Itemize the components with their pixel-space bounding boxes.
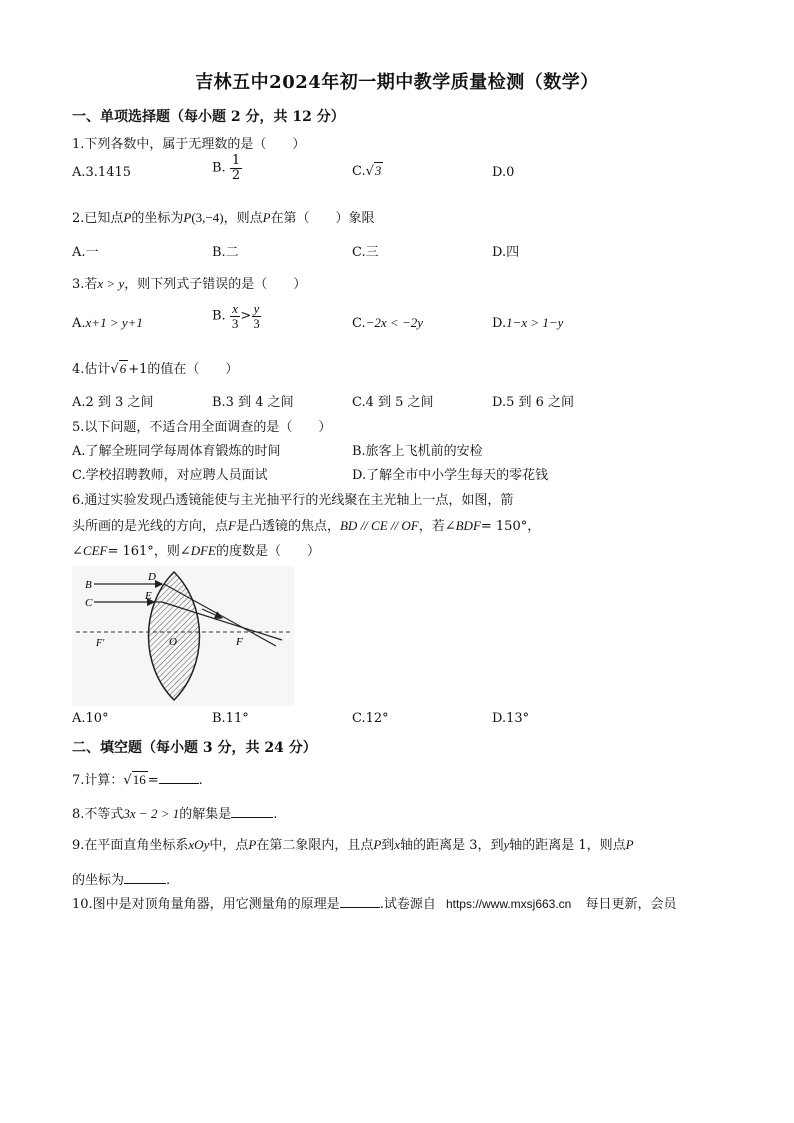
q10-stem [72,893,677,912]
q4-stem [72,358,238,377]
q6-parallel-relation: BD // CE // OF [339,518,419,533]
q8-period: . [273,807,278,822]
q3-b-fraction-right [251,302,262,330]
q9-coordinate-system: xOy [188,837,210,852]
q6-angle-dfe: DFE [190,543,216,558]
q5-option-b: B.旅客上飞机前的安检 [352,444,483,459]
q6-angle-cef: CEF [82,543,108,558]
q6-text: ，若∠ [418,519,456,534]
q3-option-c [352,315,423,331]
q9-text: 在第二象限内，且点 [256,838,374,853]
q6-option-a: A.10° [72,711,109,726]
q1-option-c [352,163,383,179]
label-o: O [169,636,177,648]
q6-text: 是凸透镜的焦点， [235,519,340,534]
q9-text: 到 [381,838,395,853]
q6-line3 [72,540,320,559]
q6-line1: 6.通过实验发现凸透镜能使与主光抽平行的光线聚在主光轴上一点，如图，箭 [72,493,514,508]
q1-option-b [212,154,242,182]
q3-b-numerator: y [253,301,260,316]
q2-point-p: P [183,210,192,225]
q5-stem: 5.以下问题，不适合用全面调查的是（ ） [72,420,332,435]
q3-condition: x > y [97,276,125,291]
q6-option-b: B.11° [212,711,249,726]
q2-stem-part: 2.已知点 [72,211,124,226]
q6-text: 的度数是（ ） [216,544,321,559]
q4-option-b: B.3 到 4 之间 [212,395,294,410]
label-c: C [85,597,93,609]
q3-b-fraction-left [230,302,241,330]
q4-option-a: A.2 到 3 之间 [72,395,154,410]
q6-option-d: D.13° [492,711,530,726]
q5-option-a: A.了解全班同学每周体育锻炼的时间 [72,444,281,459]
q4-plus-one: +1 [128,362,148,377]
q1-option-c-prefix: C. [352,164,366,179]
q9-point-p: P [625,837,634,852]
q10-tail-text: 每日更新，会员 [585,897,677,912]
q6-text: 头所画的是光线的方向，点 [72,519,229,534]
q9-period: . [166,873,171,888]
label-b: B [85,579,92,591]
convex-lens-figure [72,566,294,706]
q3-option-c-prefix: C. [352,316,366,331]
q5-option-d: D.了解全市中小学生每天的零花钱 [352,468,549,483]
q4-option-d: D.5 到 6 之间 [492,395,575,410]
q7-stem [72,769,203,788]
q9-text: 中，点 [209,838,249,853]
q6-angle-value: = 161° [107,544,154,559]
q8-text: 的解集是 [179,807,232,822]
q2-stem [72,207,375,226]
label-d: D [148,571,156,583]
q6-text: ， [527,519,541,534]
q3-option-d-prefix: D. [492,316,507,331]
q1-c-sqrt: √3 [365,163,382,179]
q9-point-p: P [248,837,257,852]
q4-option-c: C.4 到 5 之间 [352,395,434,410]
q4-stem-part: 4.估计 [72,362,111,377]
q7-radicand: 16 [132,772,146,787]
q2-coordinate: (3,−4) [191,210,224,225]
q1-c-radicand: 3 [374,163,382,178]
section-heading-choice: 一、单项选择题（每小题 2 分，共 12 分） [72,109,345,125]
q5-option-c: C.学校招聘教师，对应聘人员面试 [72,468,268,483]
q3-b-numerator: x [232,301,238,316]
q7-sqrt: √16 [123,772,146,788]
q3-b-denominator: 3 [231,315,239,331]
q7-period: . [198,773,203,788]
q10-text: 10.图中是对顶角量角器，用它测量角的原理是 [72,897,340,912]
q3-option-a [72,315,143,331]
q6-option-c: C.12° [352,711,389,726]
q1-b-numerator: 1 [231,153,241,168]
q2-stem-part: 的坐标为 [131,211,184,226]
q3-b-denominator: 3 [253,315,260,331]
q2-option-d: D.四 [492,245,520,260]
q7-text: 7.计算： [72,773,124,788]
q6-angle-value: = 150° [480,519,528,534]
label-f: F [236,636,243,648]
q1-stem: 1.下列各数中，属于无理数的是（ ） [72,137,306,152]
q1-option-b-prefix: B. [212,160,226,176]
q8-stem [72,803,277,822]
q2-stem-part: ，则点 [223,211,263,226]
q8-inequality: 3x − 2 > 1 [123,806,180,821]
q3-option-d-expr: 1−x > 1−y [506,315,564,330]
q6-text: ∠ [72,544,83,559]
q3-option-a-prefix: A. [72,316,86,331]
q6-line2 [72,515,540,534]
q9-y-axis: y [503,837,510,852]
q3-option-c-expr: −2x < −2y [365,315,423,330]
q9-x-axis: x [394,837,401,852]
q3-b-operator: > [240,308,252,324]
q3-stem-part: 3.若 [72,277,98,292]
label-f-prime: F' [96,638,105,649]
q9-text: 9.在平面直角坐标系 [72,838,189,853]
q9-point-p: P [373,837,382,852]
section-heading-fill: 二、填空题（每小题 3 分，共 24 分） [72,740,317,756]
q9-text: 的坐标为 [72,873,125,888]
q7-answer-blank[interactable] [159,783,199,784]
q4-stem-part: 的值在（ ） [147,362,239,377]
q10-text: .试卷源自 [379,897,436,912]
q3-option-b-prefix: B. [212,308,226,324]
q6-point-f: F [228,518,236,533]
q1-option-b-fraction [230,154,242,182]
q2-point-p: P [123,210,132,225]
q9-line2 [72,869,170,888]
q3-option-d [492,315,563,331]
q1-option-d: D.0 [492,165,515,180]
q9-line1 [72,834,634,853]
q9-answer-blank[interactable] [124,883,166,884]
q6-text: ，则∠ [153,544,191,559]
q2-stem-part: 在第（ ）象限 [270,211,375,226]
q3-stem [72,273,306,292]
q1-b-denominator: 2 [231,167,241,183]
q6-angle-bdf: BDF [455,518,481,533]
source-website-link[interactable]: https://www.mxsj663.cn [445,897,572,911]
q2-point-p: P [262,210,271,225]
q4-radicand: 6 [119,361,127,376]
q1-option-a: A.3.1415 [72,165,132,180]
q2-option-a: A.一 [72,245,99,260]
q3-option-a-expr: x+1 > y+1 [85,315,143,330]
q4-sqrt: √6 [110,361,127,377]
q2-option-b: B.二 [212,245,239,260]
page-title: 吉林五中2024年初一期中教学质量检测（数学） [195,72,599,93]
q2-option-c: C.三 [352,245,379,260]
q8-answer-blank[interactable] [231,817,273,818]
label-e: E [145,590,152,602]
q3-stem-part: ，则下列式子错误的是（ ） [124,277,307,292]
q7-equals: = [147,773,159,788]
q9-text: 轴的距离是 3，到 [400,838,504,853]
q8-text: 8.不等式 [72,807,124,822]
q3-option-b [212,302,262,330]
q10-answer-blank[interactable] [340,907,380,908]
q9-text: 轴的距离是 1，则点 [509,838,626,853]
